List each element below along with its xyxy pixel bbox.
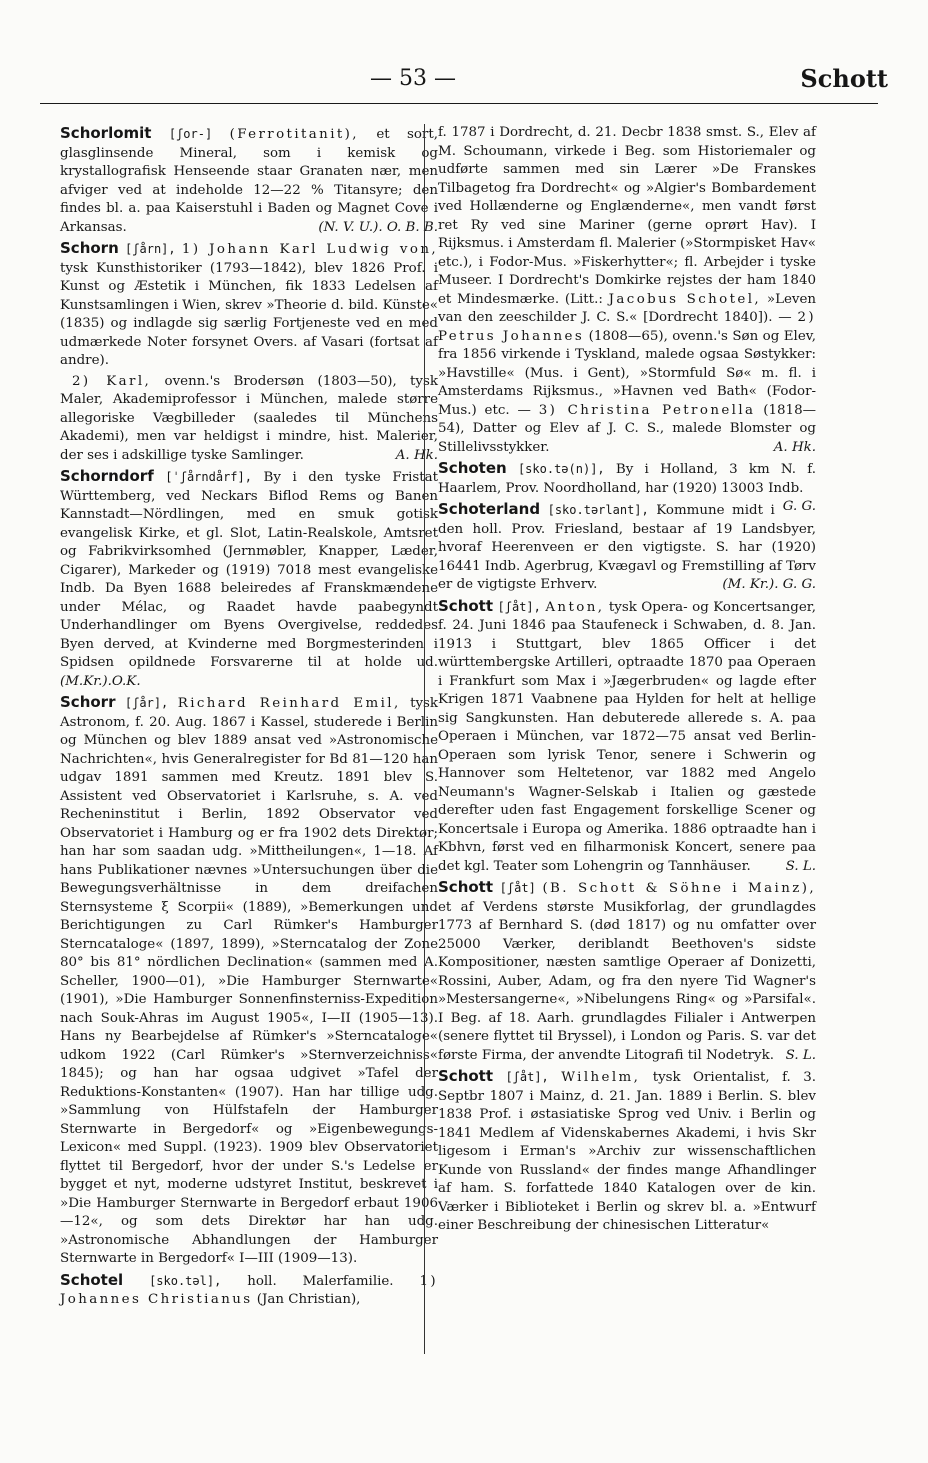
person-name: 3) Christina Petronella xyxy=(538,402,756,418)
entry-text: »Leven van den zeeschilder J. C. S.« [Dordrecht 1840]). — xyxy=(438,291,816,325)
headword: Schorndorf xyxy=(60,467,154,485)
pronunciation: [ʃor-] xyxy=(168,127,213,141)
entry-schotel-continued xyxy=(438,124,816,457)
pronunciation: [ʃåt], xyxy=(497,599,541,614)
signature: S. L. xyxy=(785,1047,816,1063)
pronunciation: [ʃåt] xyxy=(499,881,536,895)
signature: A. Hk. xyxy=(395,447,438,463)
entry-text: By i den tyske Fristat Württemberg, ved Neckars Biflod Rems og Banen Kannstadt—Nördlingen, med en smuk gotisk evangelisk Kirke, et gl. Slot, Latin-Realskole, Amtsret og Fabrikvirksomhed (Jernmøbler, Knapper, Læder, Cigarer), Markeder og (1919) 7018 mest evangeliske Indb. Da Byen 1688 beleiredes af Franskmændene under Mélac, og Raadet havde paabegyndt Underhandlinger om Byens Overgivelse, reddedes Byen derved, at Kvinderne med Borgmesterinden i Spidsen opildnede Forsvarerne til at holde ud. xyxy=(60,470,438,670)
synonym: (Ferrotitanit), xyxy=(229,127,359,142)
signature: A. Hk. xyxy=(773,439,816,455)
entry-text: tysk Kunsthistoriker (1793—1842), blev 1826 Prof. i Kunst og Æstetik i München, fik 1833 Ledelsen af Kunstsamlingen i Wien, skrev »Theorie d. bild. Künste« (1835) og indlagde sig særlig Fortjeneste ved en med udmærkede Noter forsynet Overs. af Vasari (fortsat af andre). xyxy=(60,260,438,368)
person-name: 1) Johann Karl Ludwig von, xyxy=(181,242,438,257)
right-column xyxy=(438,124,816,1236)
entry-schorn xyxy=(60,239,438,371)
entry-text: et sort, glasglinsende Mineral, som i kemisk og krystallografisk Henseende staar Granaten nær, men afviger ved at indeholde 12—22 % Titansyre; den findes bl. a. paa Kaiserstuhl i Baden og Magnet Cove i Arkansas. xyxy=(60,127,438,235)
header-rule xyxy=(40,103,878,104)
person-name: Anton, xyxy=(545,599,605,615)
pronunciation: [ʃår], xyxy=(124,696,169,710)
page-number: — 53 — xyxy=(370,66,456,91)
entry-text: ovenn.'s Brodersøn (1803—50), tysk Maler, Akademiprofessor i München, malede større allegoriske Vægbilleder (saaledes til Münchens Akademi), men var heldigst i mindre, hist. Malerier, der ses i adskillige tyske Samlinger. xyxy=(60,373,438,463)
column-divider xyxy=(424,124,425,1354)
entry-text: (Jan Christian), xyxy=(256,1292,361,1307)
person-name: Wilhelm, xyxy=(561,1070,641,1085)
person-name: 2) Petrus Johannes xyxy=(438,310,816,344)
entry-schorndorf xyxy=(60,467,438,691)
person-name: 2) Karl, xyxy=(72,373,152,389)
headword: Schott xyxy=(438,596,494,615)
signature: (N. V. U.). O. B. B. xyxy=(318,219,438,235)
firm-name: (B. Schott & Söhne i Mainz), xyxy=(542,881,816,896)
headword: Schott xyxy=(438,878,494,896)
entry-text: tysk Opera- og Koncertsanger, f. 24. Juni 1846 paa Staufeneck i Schwaben, d. 8. Jan. 1913 i Stuttgart, blev 1865 Officer i det württembergske Artilleri, optraadte 1870 paa Operaen i Frankfurt som Max i »Jægerbruden« og lagde efter Krigen 1871 Vaabnene paa Hylden for helt at hellige sig Sangkunsten. Han debuterede allerede s. A. paa Operaen i München, var 1872—75 ansat ved Berlin-Operaen som lyrisk Tenor, senere i Schwerin og Hannover som Heltetenor, var 1882 med Angelo Neumann's Wagner-Selskab i Italien og gæstede derefter uden fast Engagement forskellige Scener og Koncertsale i Europa og Amerika. 1886 optraadte han i Kbhvn, først ved en filharmonisk Koncert, senere paa det kgl. Teater som Lohengrin og Tannhäuser. xyxy=(438,599,816,874)
entry-text: By i Holland, 3 km N. f. Haarlem, Prov. Noordholland, har (1920) 13003 Indb. xyxy=(438,462,816,496)
entry-schott-wilhelm xyxy=(438,1067,816,1236)
headword: Schorlomit xyxy=(60,124,152,142)
headword: Schorn xyxy=(60,239,119,257)
headword: Schorr xyxy=(60,693,116,711)
pronunciation: [ʃårn], xyxy=(125,242,176,256)
page-header xyxy=(40,62,888,102)
entry-text: holl. Malerfamilie. xyxy=(247,1273,394,1289)
entry-text: tysk Orientalist, f. 3. Septbr 1807 i Mainz, d. 21. Jan. 1889 i Berlin. S. blev 1838 Prof. i østasiatiske Sprog ved Univ. i Berlin og 1841 Medlem af Videnskabernes Akademi, i hvis Skr ligesom i Erman's »Archiv zur wissenschaftlichen Kunde von Russland« der findes mange Afhandlinger af ham. S. forfattede 1840 Katalogen over de kin. Værker i Biblioteket i Berlin og skrev bl. a. »Entwurf einer Beschreibung der chinesischen Litteratur« xyxy=(438,1070,816,1233)
entry-text: tysk Astronom, f. 20. Aug. 1867 i Kassel, studerede i Berlin og München og blev 1889 ansat ved »Astronomische Nachrichten«, hvis Generalregister for Bd 81—120 han udgav 1891 sammen med Kreutz. 1891 blev S. Assistent ved Observatoriet i Karlsruhe, s. A. ved Recheninstitut i Berlin, 1892 Observator ved Observatoriet i Hamburg og er fra 1902 dets Direktør; han har som saadan udg. »Mittheilungen«, 1—18. Af hans Publikationer nævnes »Untersuchungen über die Bewegungsverhältnisse in dem dreifachen Sternsysteme ξ Scorpii« (1889), »Bemerkungen und Berichtigungen zu Carl Rümker's Hamburger Sterncataloge« (1897, 1899), »Sterncatalog der Zone 80° bis 81° nördlichen Declination« (sammen med A. Scheller, 1900—01), »Die Hamburger Sternwarte« (1901), »Die Hamburger Sonnenfinsterniss-Expedition nach Souk-Ahras im August 1905«, I—II (1905—13). Hans ny Bearbejdelse af Rümker's »Sterncataloge« udkom 1922 (Carl Rümker's »Sternverzeichniss« 1845); og han har ogsaa udgivet »Tafel der Reduktions-Konstanten« (1907). Han har tillige udg. »Sammlung von Hülfstafeln der Hamburger Sternwarte in Bergedorf« og »Eigenbewegungs-Lexicon« med Suppl. (1923). 1909 blev Observatoriet flyttet til Bergedorf, hvor der under S.'s Ledelse er bygget et nyt, moderne udstyret Institut, beskrevet i »Die Hamburger Sternwarte in Bergedorf erbaut 1906—12«, og som dets Direktør har han udg. »Astronomische Abhandlungen der Hamburger Sternwarte in Bergedorf« I—III (1909—13). xyxy=(60,696,438,1266)
pronunciation: [sko.təl], xyxy=(149,1273,222,1288)
entry-schott-mainz xyxy=(438,878,816,1065)
entry-schoterland xyxy=(438,500,816,595)
headword: Schoterland xyxy=(438,500,541,518)
signature: (M.Kr.).O.K. xyxy=(60,673,141,689)
pronunciation: [ʃåt], xyxy=(505,1070,549,1084)
person-name: Richard Reinhard Emil, xyxy=(177,696,401,711)
entry-schorlomit xyxy=(60,124,438,237)
person-name: 1) Johannes Christianus xyxy=(60,1273,438,1307)
signature: S. L. xyxy=(785,858,816,874)
headword: Schoten xyxy=(438,459,507,477)
entry-text: f. 1787 i Dordrecht, d. 21. Decbr 1838 smst. S., Elev af M. Schoumann, virkede i Beg. som Historiemaler og udførte sammen med sin Lærer »De Franskes Tilbagetog fra Dordrecht« og »Algier's Bombardement ved Hollænderne og Englænderne«, men vandt først ret Ry ved sine Mariner (gerne oprørt Hav). I Rijksmus. i Amsterdam fl. Malerier (»Stormpisket Hav« etc.), i Fodor-Mus. »Fiskerhytter«; fl. Arbejder i tyske Museer. I Dordrecht's Domkirke rejstes der ham 1840 et Mindesmærke. xyxy=(438,125,816,307)
person-name: Jacobus Schotel, xyxy=(608,291,762,307)
literature-label: (Litt.: xyxy=(564,291,603,307)
pronunciation: [sko.tərlant], xyxy=(547,503,649,517)
entry-schott-anton xyxy=(438,597,816,877)
headword: Schott xyxy=(438,1067,494,1085)
entry-text: et af Verdens største Musikforlag, der grundlagdes 1773 af Bernhard S. (død 1817) og nu omfatter over 25000 Værker, deriblandt Beethoven's sidste Kompositioner, næsten samtlige Operaer af Donizetti, Rossini, Auber, Adam, og fra den nyere Tid Wagner's »Mestersangerne«, »Nibelungens Ring« og »Parsifal«. I Beg. af 18. Aarh. grundlagdes Filialer i Antwerpen (senere flyttet til Bryssel), i London og Paris. S. var det første Firma, der anvendte Litografi til Nodetryk. xyxy=(438,899,816,1063)
running-head: Schott xyxy=(800,64,888,93)
left-column xyxy=(60,124,438,1310)
entry-schorr xyxy=(60,693,438,1269)
entry-schotel xyxy=(60,1271,438,1310)
signature: G. G. xyxy=(782,499,816,514)
headword: Schotel xyxy=(60,1270,124,1289)
entry-text: (1808—65), ovenn.'s Søn og Elev, fra 1856 virkende i Tyskland, malede ogsaa Søstykker: »Havstille« (Mus. i Gent), »Stormfuld Sø« m. fl. i Amsterdams Rijksmus., »Havnen ved Bath« (Fodor-Mus.) etc. — xyxy=(438,328,816,418)
pronunciation: [ˈʃårndårf], xyxy=(165,470,252,484)
signature: (M. Kr.). G. G. xyxy=(722,577,816,592)
pronunciation: [sko.tə(n)], xyxy=(517,462,605,476)
entry-schorn-2 xyxy=(60,373,438,466)
entry-text: Kommune midt i den holl. Prov. Friesland, bestaar af 19 Landsbyer, hvoraf Heerenveen er den vigtigste. S. har (1920) 16441 Indb. Agerbrug, Kvægavl og Fremstilling af Tørv er de vigtigste Erhverv. xyxy=(438,503,816,592)
entry-text: (1818—54), Datter og Elev af J. C. S., malede Blomster og Stillelivsstykker. xyxy=(438,402,816,455)
